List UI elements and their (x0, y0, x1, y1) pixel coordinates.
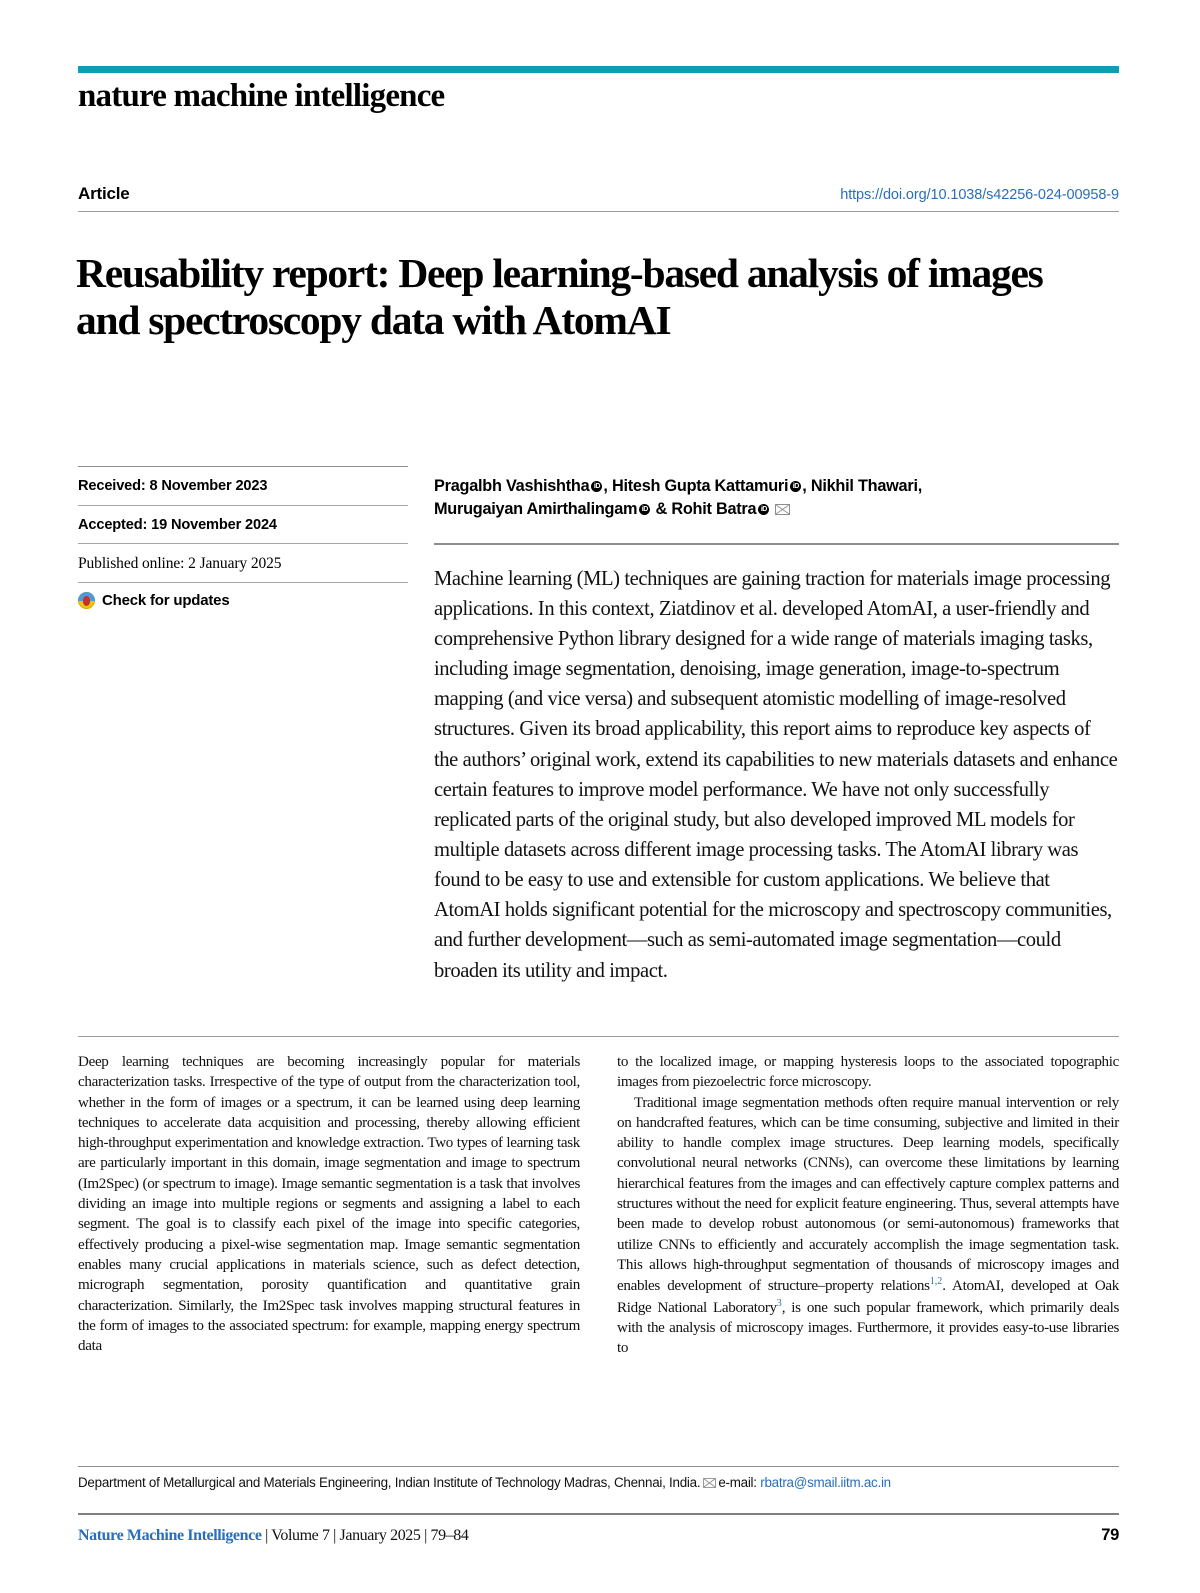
page-title: Reusability report: Deep learning-based analysis of images and spectroscopy data with AtomAI (76, 249, 1043, 343)
received-date: Received: 8 November 2023 (78, 478, 268, 495)
page-footer (78, 1526, 1119, 1545)
orcid-icon[interactable] (639, 504, 650, 515)
body-paragraph-intro: Deep learning techniques are becoming increasingly popular for materials characterization tasks. Irrespective of the type of output from the characterization tool, whether in the form of images or a spectrum, it can be learned using deep learning techniques to accelerate data acquisition and processing, thereby allowing efficient high-throughput experimentation and knowledge extraction. Two types of learning task are particularly important in this domain, image segmentation and image to spectrum (Im2Spec) (or spectrum to image). Image semantic segmentation is a task that involves dividing an image into multiple regions or segments and assigning a label to each segment. The goal is to classify each pixel of the image into specific categories, effectively producing a pixel-wise segmentation map. Image semantic segmentation enables many crucial applications in materials science, such as defect detection, micrograph segmentation, porosity quantification and quantitative grain characterization. Similarly, the Im2Spec task involves mapping structural features in the form of images to the associated spectrum: for example, mapping energy spectrum data (78, 1054, 580, 1355)
author-name-1: Pragalbh Vashishtha (434, 477, 590, 495)
check-for-updates-label: Check for updates (102, 592, 230, 610)
corresponding-email-link[interactable]: rbatra@smail.iitm.ac.in (760, 1475, 891, 1490)
body-paragraph-traditional (617, 1093, 1119, 1359)
author-list (434, 466, 1119, 521)
orcid-icon[interactable] (591, 481, 602, 492)
check-for-updates-button[interactable] (78, 583, 408, 609)
author-name-2: , Hitesh Gupta Kattamuri (603, 477, 789, 495)
footer-volume-info: | Volume 7 | January 2025 | 79–84 (261, 1527, 469, 1544)
authors-and-abstract (434, 466, 1119, 986)
doi-link[interactable]: https://doi.org/10.1038/s42256-024-00958-9 (840, 187, 1119, 203)
envelope-icon[interactable] (775, 504, 790, 515)
body-text-a: Traditional image segmentation methods often require manual intervention or rely on handcrafted features, which can be time consuming, subjective and limited in their ability to handle complex image structures. Deep learning models, specifically convolutional neural networks (CNNs), can overcome these limitations by learning hierarchical features from the images and can effectively capture complex patterns and structures without the need for explicit feature engineering. Thus, several attempts have been made to develop robust autonomous (or semi-autonomous) frameworks that utilize CNNs to efficiently and accurately accomplish the image segmentation task. This allows high-throughput segmentation of thousands of microscopy images and enables development of structure–property relations (617, 1094, 1119, 1295)
author-name-4: Murugaiyan Amirthalingam (434, 500, 638, 519)
abstract-divider (434, 543, 1119, 544)
affiliation-text: Department of Metallurgical and Materials Engineering, Indian Institute of Technology Madras, Chennai, India. (78, 1475, 701, 1490)
crossmark-icon (78, 592, 95, 609)
footer-journal-link[interactable]: Nature Machine Intelligence (78, 1527, 262, 1544)
author-name-5: & Rohit Batra (651, 500, 757, 519)
email-label: e-mail: (718, 1475, 757, 1490)
abstract-text: Machine learning (ML) techniques are gaining traction for materials image processing applications. In this context, Ziatdinov et al. developed AtomAI, a user-friendly and comprehensive Python library designed for a wide range of materials imaging tasks, including image segmentation, denoising, image generation, image-to-spectrum mapping (and vice versa) and subsequent atomistic modelling of image-resolved structures. Given its broad applicability, this report aims to reproduce key aspects of the authors’ original work, extend its capabilities to new materials datasets and enhance certain features to improve model performance. We have not only successfully replicated parts of the original study, but also developed improved ML models for multiple datasets across different image processing tasks. The AtomAI library was found to be easy to use and extensible for custom applications. We believe that AtomAI holds significant potential for the microscopy and spectroscopy communities, and further development—such as semi-automated image segmentation—could broaden its utility and impact. (434, 567, 1118, 982)
body-column-left (78, 1052, 580, 1359)
body-columns (78, 1052, 1119, 1359)
orcid-icon[interactable] (790, 481, 801, 492)
article-type-row (78, 184, 1119, 204)
published-date: Published online: 2 January 2025 (78, 554, 282, 572)
footer-divider (78, 1513, 1119, 1515)
body-divider (78, 1036, 1119, 1037)
article-type-label: Article (78, 184, 130, 203)
affiliation-note (78, 1474, 1119, 1493)
body-text-c: , is one such popular framework, which primarily deals with the analysis of microscopy images. Furthermore, it provides easy-to-use libraries to (617, 1299, 1119, 1357)
header-divider (78, 211, 1119, 212)
body-column-right (617, 1052, 1119, 1359)
footnote-divider (78, 1466, 1119, 1467)
reference-link-3[interactable]: 3 (776, 1297, 782, 1309)
author-name-3: , Nikhil Thawari, (802, 477, 922, 495)
publication-metadata (78, 466, 408, 609)
envelope-icon (703, 1478, 716, 1488)
brand-accent-rule (78, 66, 1119, 73)
journal-masthead: nature machine intelligence (78, 78, 445, 114)
body-text-b: . AtomAI, developed at Oak Ridge National Laboratory (617, 1278, 1119, 1316)
body-paragraph-continued: to the localized image, or mapping hysteresis loops to the associated topographic images from piezoelectric force microscopy. (617, 1054, 1119, 1091)
accepted-date: Accepted: 19 November 2024 (78, 516, 277, 533)
page-number: 79 (1101, 1526, 1119, 1544)
reference-link-1-2[interactable]: 1,2 (929, 1276, 943, 1288)
orcid-icon[interactable] (758, 504, 769, 515)
footer-citation (78, 1527, 469, 1545)
